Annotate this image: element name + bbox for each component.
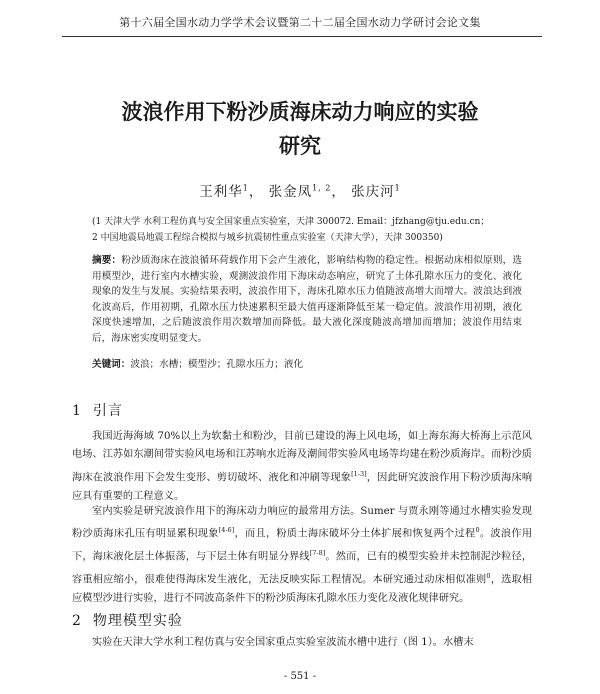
author-affil-sup: 1 [394,183,401,193]
abstract [92,253,522,347]
author-affil-sup: 1 [242,183,249,193]
abstract-label: 摘要： [92,255,122,266]
author-separator: ， [248,184,264,200]
paper-title [0,95,600,163]
citation: 0 [475,526,480,535]
intro-paragraph-1 [72,428,532,506]
affiliation-line: (1 天津大学 水利工程仿真与安全国家重点实验室，天津 300072. Email：jfzhang@tju.edu.cn； [92,217,490,227]
affiliation-line: 2 中国地震局地震工程综合模拟与城乡抗震韧性重点实验室（天津大学），天津 300350) [92,233,443,243]
keywords-label: 关键词： [92,359,131,370]
citation: 0 [486,572,491,580]
author-name: 王利华 [199,184,243,200]
text-run: 。然而，已有的模型实验并未控制泥沙粒径，容重相应缩小，很难使得海床发生液化，无法反映实际工程情况。本研究通过动床相似准则 [72,551,533,586]
affiliations [92,214,522,246]
author-affil-sup: 1, 2 [312,183,332,193]
title-line-1: 波浪作用下粉沙质海床动力响应的实验 [121,100,479,124]
page-number: - 551 - [283,671,317,682]
author-separator: ， [331,184,346,200]
title-line-2: 研究 [279,134,321,158]
running-header: 第十六届全国水动力学学术会议暨第二十二届全国水动力学研讨会论文集 [119,16,481,29]
keywords-text: 波浪；水槽；模型沙；孔隙水压力；液化 [130,359,304,370]
section-title: 物理模型实验 [92,613,183,629]
text-run: ，选取相应模型沙进行实验，进行不同波高条件下的粉沙质海床孔隙水压力变化及液化规律研究。 [72,574,533,604]
section-heading-experiment [72,610,183,630]
citation: [1-3] [351,469,367,478]
author-name: 张庆河 [351,184,395,200]
author-list [0,180,600,200]
experiment-paragraph-1: 实验在天津大学水利工程仿真与安全国家重点实验室波流水槽中进行（图 1）。水槽末 [92,637,474,648]
citation: [7-8] [309,549,326,558]
section-title: 引言 [92,403,123,419]
section-number: 2 [72,613,82,629]
keywords [92,357,522,372]
author-name: 张金凤 [268,184,313,200]
intro-paragraph-2 [72,503,532,608]
abstract-text: 粉沙质海床在波浪循环荷载作用下会产生液化，影响结构物的稳定性。根据动床相似原则，选用模型沙，进行室内水槽实验，观测波浪作用下海床动态响应，研究了土体孔隙水压力的变化、液化现象的发生与发展。实验结果表明，波浪作用下，海床孔隙水压力值随波高增大而增大。波浪达到液化波高后，作用初期，孔隙水压力快速累积至最大值再逐渐降低至某一稳定值。波浪作用初期，液化深度快速增加，之后随波浪作用次数增加而降低。最大液化深度随波高增加而增加；波浪作用结束后，海床密实度明显变大。 [92,255,523,344]
header-rule [62,36,542,37]
section-number: 1 [72,403,82,419]
text-run: ，因此研究波浪作用下粉沙质海床响应具有重要的工程意义。 [72,472,533,502]
text-run: 我国近海海域 70%以上为软黏土和粉沙，目前已建设的海上风电场，如上海东海大桥海上示范风电场、江苏如东潮间带实验风电场和江苏响水近海及潮间带实验风电场等均建在粉沙质海岸。而粉沙质海床在波浪作用下会发生变形、剪切破坏、液化和冲刷等现象 [72,431,532,484]
text-run: 。波浪作用下，海床液化层土体振荡，与下层土体有明显分界线 [72,528,533,563]
text-run: ，而且，粉质土海床破坏分土体扩展和恢复两个过程 [234,528,476,540]
section-heading-intro [72,400,123,420]
citation: [4-6] [218,526,235,535]
text-run: 室内实验是研究波浪作用下的海床动力响应的最常用方法。Sumer 与贾永刚等通过水槽实验发现粉沙质海床孔压有明显累积现象 [72,506,532,540]
